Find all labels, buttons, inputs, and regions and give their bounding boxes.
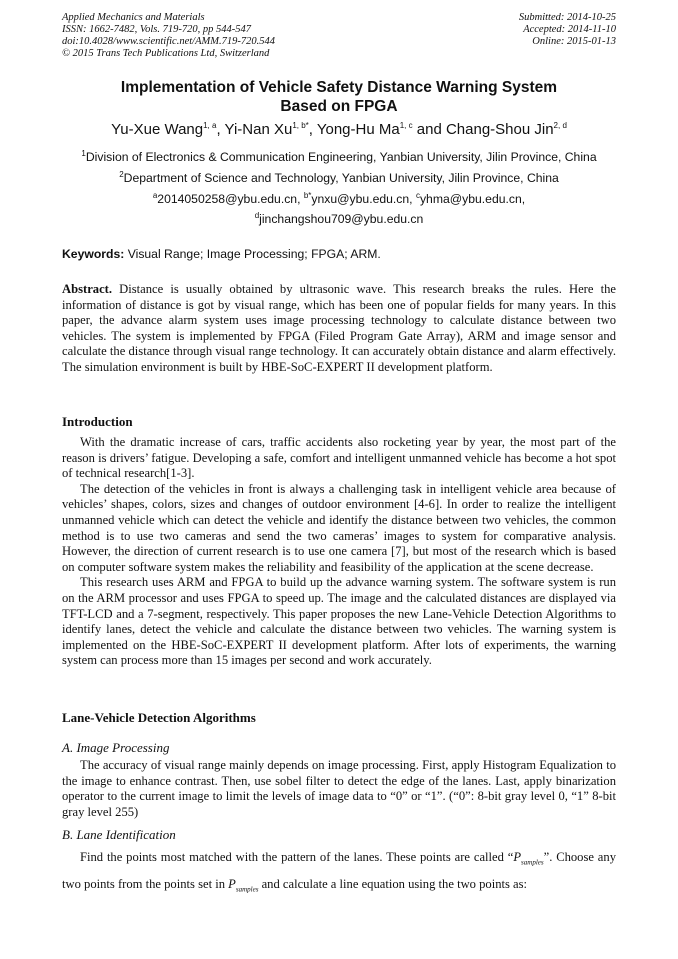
introduction-section [62,414,616,669]
lane-vehicle-section [62,710,616,900]
email: jinchangshou709@ybu.edu.cn [259,212,424,227]
aff-sup: 1 [81,149,86,158]
email: ynxu@ybu.edu.cn, [311,192,416,207]
copyright: © 2015 Trans Tech Publications Ltd, Switzerland [62,48,270,59]
author: Yu-Xue Wang [111,121,204,138]
doi: doi:10.4028/www.scientific.net/AMM.719-720.544 [62,36,275,47]
affiliation-1 [62,149,616,164]
author: , Yong-Hu Ma [308,121,400,138]
journal-name: Applied Mechanics and Materials [62,12,205,23]
email-sup: c [415,191,420,200]
email-2 [62,211,616,226]
abstract-label: Abstract. [62,282,113,296]
math-symbol: P [513,850,522,865]
paper-title [62,78,616,116]
authors [62,121,616,138]
issn: ISSN: 1662-7482, Vols. 719-720, pp 544-547 [62,24,251,35]
math-symbol: P [228,876,236,891]
subsection-heading: B. Lane Identification [62,827,176,843]
email-sup: b* [303,191,312,200]
paragraph [62,847,616,900]
email-sup: d [254,211,260,220]
paragraph: This research uses ARM and FPGA to build up the advance warning system. The software system is run on the ARM processor and uses FPGA to speed up. The image and the calculated distances are displayed via TFT-LCD and a 7-segment, respectively. This paper proposes the new Lane-Vehicle Detection Algorithms to identify lanes, detect the vehicle and calculate the distance between two vehicles. The warning system is implemented on the HBE-SoC-EXPERT II development platform. After lots of experiments, the warning system can process more than 15 images per second and work accurately. [62,575,616,668]
section-heading: Introduction [62,414,133,429]
paragraph: The detection of the vehicles in front is always a challenging task in intelligent vehicle area because of vehicles’ shapes, colors, sizes and changes of outdoor environment [4-6]. In order to realize the intelligent unmanned vehicle which can detect the vehicle and identify the distance between two vehicles, the common method is to use two cameras and send the two cameras’ images to system for comparative analysis. However, the direction of current research is to use one camera [7], but most of the research which is based on computer software system makes the reliability and feasibility of the application at the scene decrease. [62,481,616,574]
emails [62,191,616,206]
email-sup: a [152,191,158,200]
text: Find the points most matched with the pattern of the lanes. These points are called “ [80,850,514,865]
paragraph: The accuracy of visual range mainly depends on image processing. First, apply Histogram Equalization to the image to enhance contrast. Then, use sobel filter to detect the edge of the lanes. Last, apply binarization operator to the current image to limit the levels of image data to “0” or “1”. (“0”: 8-bit gray level 0, “1” 8-bit gray level 255) [62,758,616,819]
aff-text: Department of Science and Technology, Yanbian University, Jilin Province, China [123,171,559,186]
submitted-date: Submitted: 2014-10-25 [518,12,616,23]
keywords [62,247,616,261]
author-sup: 1, b* [292,121,309,130]
author: and Chang-Shou Jin [412,121,554,138]
aff-sup: 2 [119,170,124,179]
text: and calculate a line equation using the two points as: [258,876,528,891]
subsection-heading: A. Image Processing [62,740,170,755]
aff-text: Division of Electronics & Communication Engineering, Yanbian University, Jilin Province, China [85,150,597,165]
email: 2014050258@ybu.edu.cn, [157,192,304,207]
section-heading: Lane-Vehicle Detection Algorithms [62,710,256,725]
title-line: Implementation of Vehicle Safety Distance Warning System [120,79,558,96]
affiliation-2 [62,170,616,185]
abstract-text: Distance is usually obtained by ultrasonic wave. This research breaks the rules. Here the information of distance is got by visual range, which has been one of popular fields for many years. In this paper, the advance alarm system uses image processing technology to calculate distance between two vehicles. The system is implemented by FPGA (Filed Program Gate Array), ARM and image sensor and calculate the distance through visual range technology. It can accurately obtain distance and alarm effectively. The simulation environment is built by HBE-SoC-EXPERT II development platform. [62,282,616,374]
text: ”. Choose any two points from the points set in [62,850,616,891]
author-sup: 2, d [553,121,567,130]
math-subscript: samples [521,858,544,867]
abstract [62,282,616,376]
author-sup: 1, a [203,121,217,130]
keywords-text: Visual Range; Image Processing; FPGA; ARM. [124,247,381,261]
author-sup: 1, c [399,121,413,130]
accepted-date: Accepted: 2014-11-10 [523,24,616,35]
author: , Yi-Nan Xu [216,121,293,138]
email: yhma@ybu.edu.cn, [419,192,526,207]
title-line: Based on FPGA [280,98,398,115]
dates [519,12,616,48]
keywords-label: Keywords: [62,247,125,261]
paragraph: With the dramatic increase of cars, traffic accidents also rocketing year by year, the most part of the reason is drivers’ fatigue. Developing a safe, comfort and intelligent unmanned vehicle has become a hot spot of technical research[1-3]. [62,435,616,481]
math-subscript: samples [235,885,259,894]
online-date: Online: 2015-01-13 [532,36,616,47]
journal-info [62,12,275,60]
